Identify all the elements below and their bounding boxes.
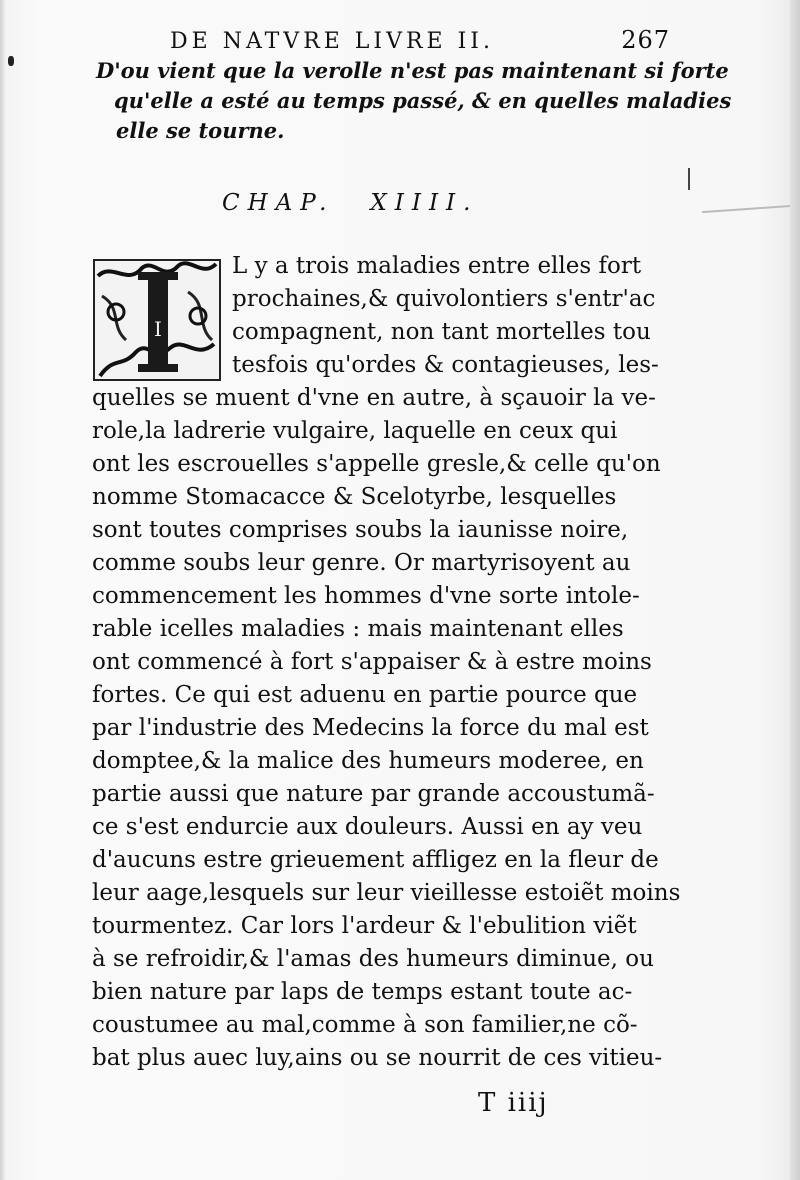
text-line: partie aussi que nature par grande accoustumã- [92, 781, 655, 807]
margin-mark [688, 168, 690, 190]
text-line: ont commencé à fort s'appaiser & à estre moins [92, 649, 652, 675]
text-line: bat plus auec luy,ains ou se nourrit de ces vitieu- [92, 1045, 663, 1071]
text-line: coustumee au mal,comme à son familier,ne cõ- [92, 1012, 638, 1038]
chapter-title-line: D'ou vient que la verolle n'est pas maintenant si forte [96, 58, 729, 83]
text-line: domptee,& la malice des humeurs moderee, en [92, 748, 644, 774]
text-line: par l'industrie des Medecins la force du mal est [92, 715, 649, 741]
chapter-number [222, 190, 582, 216]
signature-mark: T iiij [478, 1088, 549, 1118]
running-title: DE NATVRE LIVRE II. [170, 29, 494, 54]
ink-smudge [702, 205, 792, 213]
svg-text:I: I [154, 317, 162, 341]
text-line: commencement les hommes d'vne sorte intole- [92, 583, 640, 609]
text-line: ce s'est endurcie aux douleurs. Aussi en ay veu [92, 814, 643, 840]
text-line: rable icelles maladies : mais maintenant elles [92, 616, 624, 642]
chapter-title-line: qu'elle a esté au temps passé, & en quelles maladies [114, 88, 732, 113]
text-line: L y a trois maladies entre elles fort [232, 253, 642, 279]
text-line: bien nature par laps de temps estant toute ac- [92, 979, 633, 1005]
chapter-numeral: XIIII. [370, 190, 479, 216]
chapter-title [96, 56, 732, 146]
running-header [170, 26, 670, 58]
text-line: quelles se muent d'vne en autre, à sçauoir la ve- [92, 385, 656, 411]
text-line: sont toutes comprises soubs la iaunisse noire, [92, 517, 629, 543]
text-line: d'aucuns estre grieuement affligez en la fleur de [92, 847, 659, 873]
text-line: nomme Stomacacce & Scelotyrbe, lesquelles [92, 484, 617, 510]
page-edge-shadow [790, 0, 800, 1180]
page-number: 267 [621, 26, 670, 54]
text-line: à se refroidir,& l'amas des humeurs diminue, ou [92, 946, 654, 972]
text-line: role,la ladrerie vulgaire, laquelle en ceux qui [92, 418, 618, 444]
text-line: compagnent, non tant mortelles tou [232, 319, 651, 345]
body-text [92, 250, 681, 1075]
text-line: ont les escrouelles s'appelle gresle,& celle qu'on [92, 451, 661, 477]
text-line: fortes. Ce qui est aduenu en partie pource que [92, 682, 638, 708]
text-line: leur aage,lesquels sur leur vieillesse estoiẽt moins [92, 880, 681, 906]
text-line: tourmentez. Car lors l'ardeur & l'ebulition viẽt [92, 913, 637, 939]
chapter-title-line: elle se tourne. [116, 118, 285, 143]
text-line: tesfois qu'ordes & contagieuses, les- [232, 352, 659, 378]
text-line: prochaines,& quivolontiers s'entr'ac [232, 286, 656, 312]
text-line: comme soubs leur genre. Or martyrisoyent au [92, 550, 631, 576]
chapter-label: CHAP. [222, 190, 335, 216]
margin-bullet [8, 56, 14, 66]
